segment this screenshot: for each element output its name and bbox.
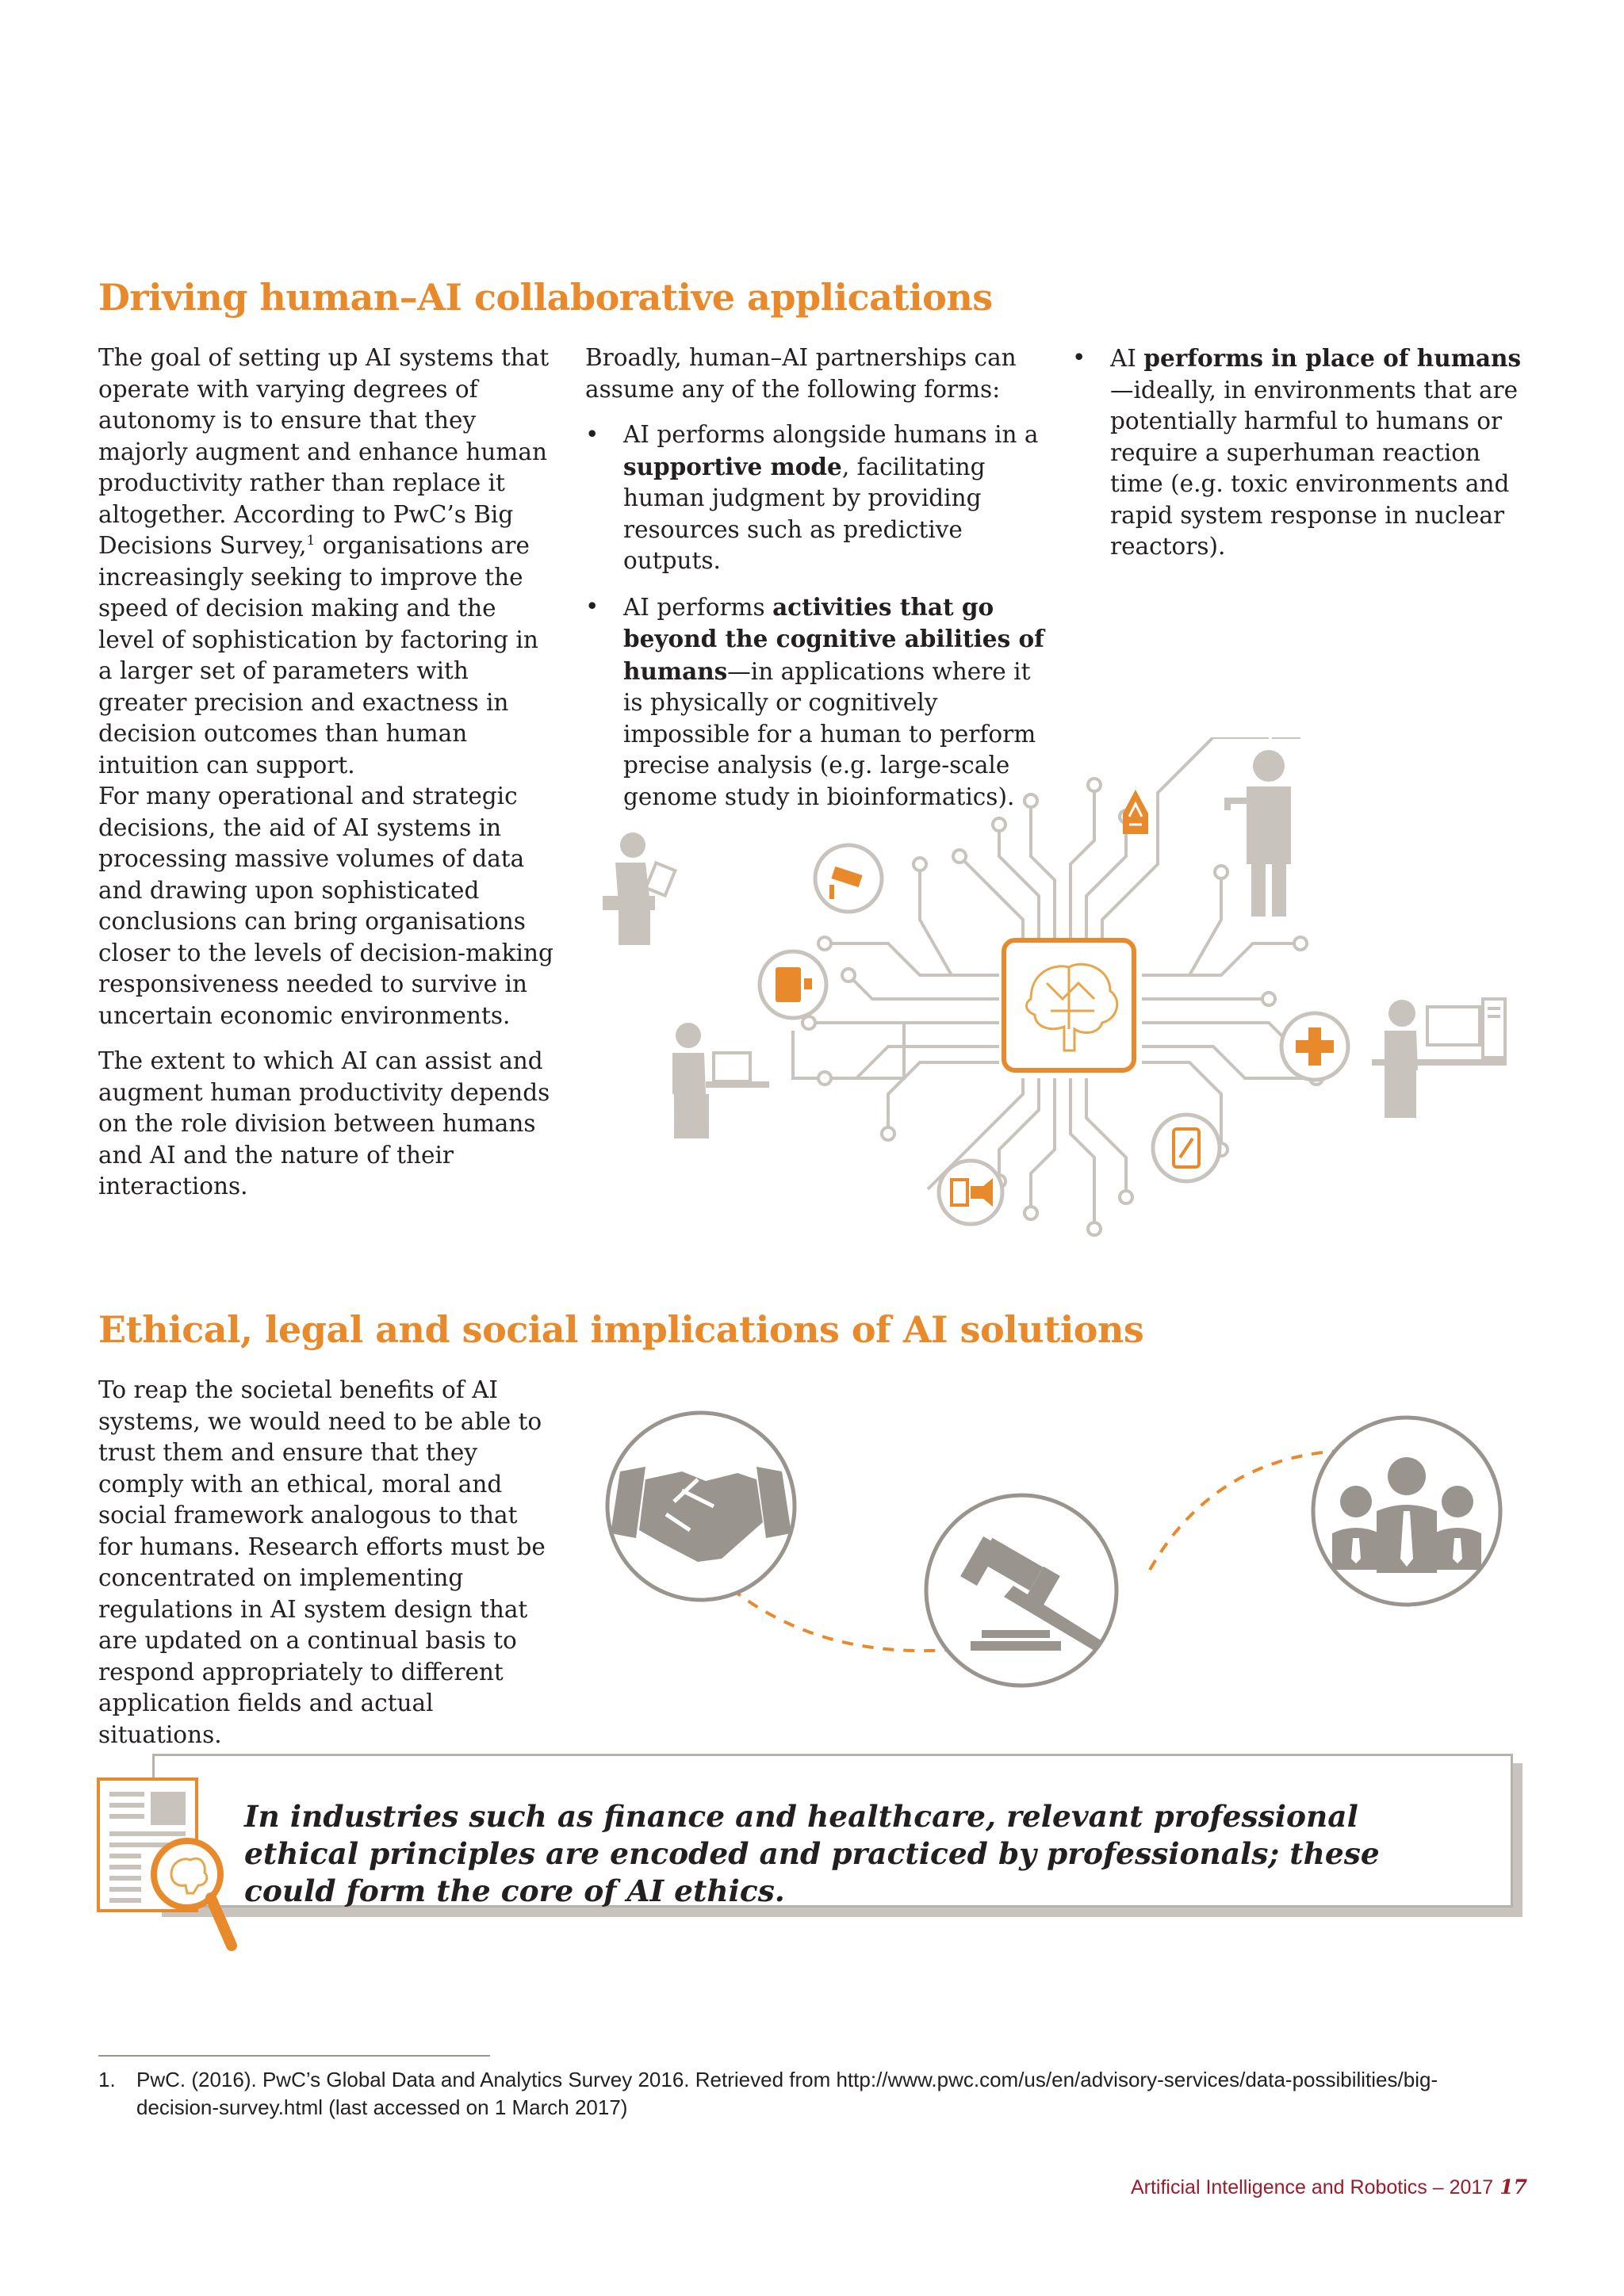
speaker-icon xyxy=(939,1161,1002,1224)
column-1 xyxy=(98,342,558,1217)
list-item-supportive: • AI performs alongside humans in a supportive mode, facilitating human judgment by providing resources such as predictive outputs. xyxy=(585,419,1045,577)
column-3 xyxy=(1072,342,1532,577)
handshake-icon xyxy=(607,1413,795,1600)
footnote-ref[interactable]: 1 xyxy=(306,533,316,549)
smartphone-icon xyxy=(1153,1115,1220,1181)
paragraph-forms-intro: Broadly, human–AI partnerships can assume any of the following forms: xyxy=(585,344,1017,403)
page-footer xyxy=(1131,2175,1527,2199)
paragraph-ethics: To reap the societal benefits of AI systems, we would need to be able to trust them and ensure that they comply with an ethical, moral and social framework analogous to that for humans. Research efforts must be concentrated on implementing regulations in AI system design that are updated on a continual basis to respond appropriately to different application fields and actual situations. xyxy=(98,1376,546,1748)
page-number: 17 xyxy=(1500,2175,1527,2198)
tablet-device-icon xyxy=(760,951,826,1018)
people-group-icon xyxy=(1313,1418,1500,1605)
publication-title: Artificial Intelligence and Robotics – 2017 xyxy=(1130,2176,1494,2198)
document-magnifier-icon xyxy=(95,1774,246,1957)
callout-quote: In industries such as finance and healthcare, relevant professional ethical principles are encoded and practiced by professionals; these could form the core of AI ethics. xyxy=(244,1799,1380,1908)
person-reading-icon xyxy=(603,832,675,945)
rocket-icon xyxy=(1104,785,1167,848)
forms-list-cont xyxy=(1072,342,1532,563)
list-item-in-place: • AI performs in place of humans—ideally, in environments that are potentially harmful to humans or require a superhuman reaction time (e.g. toxic environments and rapid system response in nuclear reactors). xyxy=(1072,342,1532,563)
person-at-desktop-icon xyxy=(1372,999,1507,1118)
paragraph-extent: The extent to which AI can assist and augment human productivity depends on the role division between humans and AI and the nature of their interactions. xyxy=(98,1047,550,1200)
cctv-camera-icon xyxy=(815,845,882,912)
section-title-collaborative: Driving human–AI collaborative applications xyxy=(98,276,993,319)
medical-cross-icon xyxy=(1281,1013,1348,1080)
paragraph-goal: The goal of setting up AI systems that operate with varying degrees of autonomy is to ensure that they majorly augment and enhance human productivity rather than replace it altogether. According to PwC’s Big Decisions Survey,$^1$ organisations are increasingly seeking to improve the speed of decision making and the level of sophistication by factoring in a larger set of parameters with greater precision and exactness in decision outcomes than human intuition can support. xyxy=(98,344,550,779)
footnote-number: 1. xyxy=(98,2068,116,2091)
ethics-column xyxy=(98,1375,558,1765)
footnote-text: PwC. (2016). PwC’s Global Data and Analytics Survey 2016. Retrieved from http://www.pwc.com/us/en/advisory-services/data-possibilities/big-decision-survey.html (last accessed on 1 March 2017) xyxy=(136,2068,1438,2119)
person-at-laptop-icon xyxy=(672,1023,769,1138)
paragraph-operational: For many operational and strategic decisions, the aid of AI systems in processing massive volumes of data and drawing upon sophisticated conclusions can bring organisations closer to the levels of decision-making responsiveness needed to survive in uncertain economic environments. xyxy=(98,783,553,1029)
ethics-illustration xyxy=(579,1403,1522,1705)
gavel-icon xyxy=(926,1495,1116,1686)
footnote xyxy=(98,2066,1518,2122)
footnote-rule xyxy=(98,2055,490,2057)
section-title-ethics: Ethical, legal and social implications of AI solutions xyxy=(98,1308,1144,1351)
ai-circuit-illustration xyxy=(587,737,1522,1237)
list-item-beyond-cognitive: • AI performs activities that go beyond the cognitive abilities of humans—in applications where it is physically or cognitively impossible for a human to perform precise analysis (e.g. large-scale genome study in bioinformatics). xyxy=(585,591,1045,813)
person-standing-icon xyxy=(1228,737,1300,916)
